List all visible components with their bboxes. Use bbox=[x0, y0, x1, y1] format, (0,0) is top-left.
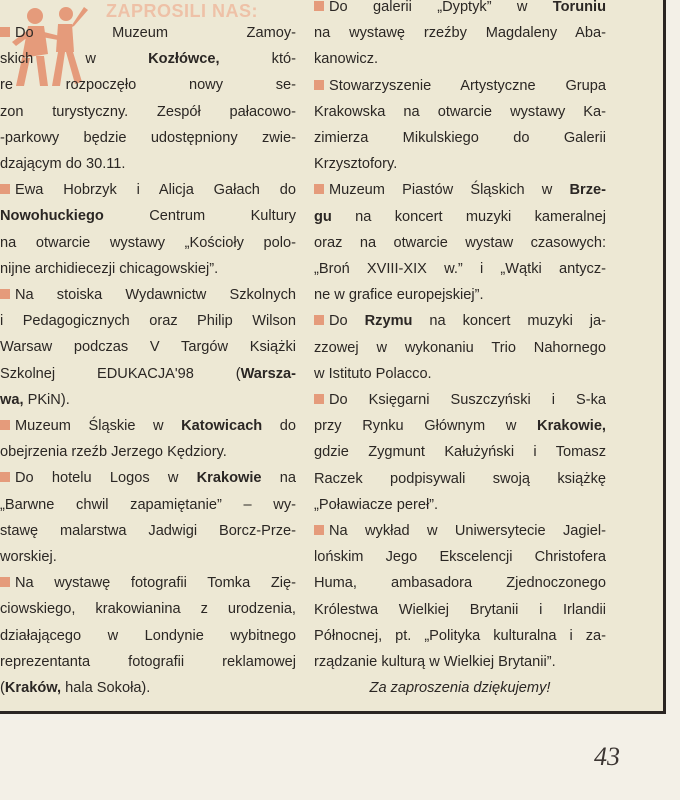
text-run: reprezentanta fotografii reklamowej bbox=[0, 653, 296, 670]
text-run: „Broń XVIII-XIX w.” i „Wątki antycz- bbox=[314, 261, 606, 278]
text-line bbox=[314, 518, 606, 544]
text-line bbox=[314, 0, 606, 20]
text-run: Raczek podpisywali swoją książkę bbox=[314, 470, 606, 487]
text-line bbox=[314, 413, 606, 439]
text-run: na koncert muzyki ja- bbox=[412, 313, 607, 330]
bold-text: Kozłówce, bbox=[148, 51, 220, 68]
bullet-square-icon bbox=[0, 420, 10, 430]
text-line bbox=[314, 282, 606, 308]
text-line bbox=[314, 125, 606, 151]
text-run: PKiN). bbox=[23, 391, 70, 408]
thanks-line bbox=[314, 675, 606, 701]
text-run: do bbox=[262, 418, 296, 435]
text-run: Muzeum Śląskie w bbox=[15, 418, 182, 435]
text-line bbox=[0, 99, 296, 125]
bold-text: Rzymu bbox=[364, 313, 413, 330]
text-run: Północnej, pt. „Polityka kulturalna i za- bbox=[314, 627, 606, 644]
text-line bbox=[314, 46, 606, 72]
text-line bbox=[0, 492, 296, 518]
heading-row bbox=[0, 0, 296, 20]
text-line bbox=[314, 649, 606, 675]
text-run: Do bbox=[329, 313, 365, 330]
text-line bbox=[0, 308, 296, 334]
text-run: Na wystawę fotografii Tomka Zię- bbox=[15, 575, 296, 592]
text-line bbox=[314, 177, 606, 203]
text-run: Na stoiska Wydawnictw Szkolnych bbox=[15, 287, 296, 304]
bold-text: gu bbox=[314, 208, 332, 225]
bullet-square-icon bbox=[314, 525, 324, 535]
right-column bbox=[314, 0, 606, 701]
text-line bbox=[0, 596, 296, 622]
text-run: hala Sokoła). bbox=[61, 680, 151, 697]
text-line bbox=[0, 72, 296, 98]
bullet-square-icon bbox=[314, 315, 324, 325]
text-line bbox=[0, 282, 296, 308]
text-line bbox=[314, 361, 606, 387]
bold-text: Brze- bbox=[569, 182, 606, 199]
text-run: zon turystyczny. Zespół pałacowo- bbox=[0, 103, 296, 120]
text-line bbox=[0, 177, 296, 203]
text-run: skich w bbox=[0, 51, 149, 68]
text-line bbox=[0, 570, 296, 596]
bold-text: wa, bbox=[0, 391, 24, 408]
text-line bbox=[0, 256, 296, 282]
text-run: Do Księgarni Suszczyński i S-ka bbox=[329, 392, 606, 409]
text-line bbox=[0, 125, 296, 151]
bullet-square-icon bbox=[0, 472, 10, 482]
text-run: i Pedagogicznych oraz Philip Wilson bbox=[0, 313, 296, 330]
text-run: Huma, ambasadora Zjednoczonego bbox=[314, 575, 606, 592]
text-line bbox=[0, 413, 296, 439]
text-line bbox=[0, 361, 296, 387]
text-line bbox=[314, 597, 606, 623]
text-run: gdzie Zygmunt Kałużyński i Tomasz bbox=[314, 444, 606, 461]
text-run: Centrum Kultury bbox=[103, 208, 296, 225]
text-line bbox=[0, 151, 296, 177]
page-number: 43 bbox=[594, 742, 620, 771]
text-line bbox=[0, 623, 296, 649]
text-run: Stowarzyszenie Artystyczne Grupa bbox=[329, 77, 606, 94]
bullet-square-icon bbox=[314, 394, 324, 404]
text-line bbox=[314, 151, 606, 177]
text-run: na koncert muzyki kameralnej bbox=[331, 208, 606, 225]
text-run: re rozpoczęło nowy se- bbox=[0, 77, 296, 94]
text-run: dzającym do 30.11. bbox=[0, 156, 126, 173]
text-line bbox=[0, 387, 296, 413]
text-run: lońskim Jego Ekscelencji Christofera bbox=[314, 549, 606, 566]
text-line bbox=[314, 439, 606, 465]
text-run: w Istituto Polacco. bbox=[314, 365, 432, 382]
text-line bbox=[0, 518, 296, 544]
text-line bbox=[314, 492, 606, 518]
text-line bbox=[314, 308, 606, 334]
text-line bbox=[314, 544, 606, 570]
text-run: stawę malarstwa Jadwigi Borcz-Prze- bbox=[0, 522, 296, 539]
text-line bbox=[314, 230, 606, 256]
text-run: przy Rynku Głównym w bbox=[314, 418, 538, 435]
text-run: któ- bbox=[219, 51, 296, 68]
bold-text: Katowicach bbox=[181, 418, 263, 435]
bold-text: Krakowie bbox=[196, 470, 262, 487]
text-line bbox=[314, 623, 606, 649]
bold-text: Warsza- bbox=[240, 365, 296, 382]
text-line bbox=[314, 73, 606, 99]
text-line bbox=[0, 439, 296, 465]
bold-text: Nowohuckiego bbox=[0, 208, 104, 225]
text-line bbox=[0, 46, 296, 72]
text-run: Muzeum Piastów Śląskich w bbox=[329, 182, 570, 199]
section-heading: ZAPROSILI NAS: bbox=[106, 1, 259, 21]
left-column bbox=[0, 0, 296, 701]
text-line bbox=[314, 256, 606, 282]
text-run: worskiej. bbox=[0, 549, 57, 566]
text-run: działającego w Londynie wybitnego bbox=[0, 627, 296, 644]
bold-text: Toruniu bbox=[552, 0, 606, 15]
text-run: Do Muzeum Zamoy- bbox=[15, 25, 296, 41]
text-line bbox=[0, 675, 296, 701]
text-run: Do hotelu Logos w bbox=[15, 470, 197, 487]
text-run: oraz na otwarcie wystaw czasowych: bbox=[314, 234, 606, 251]
text-line bbox=[0, 334, 296, 360]
bullet-square-icon bbox=[314, 1, 324, 11]
text-run: ciowskiego, krakowianina z urodzenia, bbox=[0, 601, 296, 618]
text-run: kanowicz. bbox=[314, 51, 379, 68]
text-run: ne w grafice europejskiej”. bbox=[314, 287, 484, 304]
text-line bbox=[314, 204, 606, 230]
text-run: Za zaproszenia dziękujemy! bbox=[369, 680, 551, 697]
text-run: zimierza Mikulskiego do Galerii bbox=[314, 130, 606, 147]
text-line bbox=[314, 570, 606, 596]
text-run: rządzanie kulturą w Wielkiej Brytanii”. bbox=[314, 654, 556, 671]
text-line bbox=[0, 230, 296, 256]
text-run: „Poławiacze pereł”. bbox=[314, 496, 439, 513]
text-run: Szkolnej EDUKACJA'98 ( bbox=[0, 365, 241, 382]
text-run: na bbox=[261, 470, 296, 487]
bullet-square-icon bbox=[0, 27, 10, 37]
bold-text: Kraków, bbox=[4, 680, 62, 697]
bullet-square-icon bbox=[0, 184, 10, 194]
text-run: Krakowska na otwarcie wystawy Ka- bbox=[314, 103, 606, 120]
text-run: Królestwa Wielkiej Brytanii i Irlandii bbox=[314, 601, 606, 618]
bullet-square-icon bbox=[0, 289, 10, 299]
text-line bbox=[314, 387, 606, 413]
bullet-square-icon bbox=[314, 184, 324, 194]
text-run: na otwarcie wystawy „Kościoły polo- bbox=[0, 234, 296, 251]
text-run: nijne archidiecezji chicagowskiej”. bbox=[0, 260, 219, 277]
text-run: zzowej w wykonaniu Trio Nahornego bbox=[314, 339, 606, 356]
text-line bbox=[314, 335, 606, 361]
text-line bbox=[314, 466, 606, 492]
text-run: Do galerii „Dyptyk” w bbox=[329, 0, 553, 15]
text-run: na wystawę rzeźby Magdaleny Aba- bbox=[314, 25, 606, 42]
text-line bbox=[0, 465, 296, 491]
bullet-square-icon bbox=[314, 80, 324, 90]
text-run: -parkowy będzie udostępniony zwie- bbox=[0, 129, 296, 146]
text-run: Na wykład w Uniwersytecie Jagiel- bbox=[329, 523, 606, 540]
text-line bbox=[314, 20, 606, 46]
text-line bbox=[0, 544, 296, 570]
bold-text: Krakowie, bbox=[537, 418, 606, 435]
text-run: „Barwne chwil zapamiętanie” – wy- bbox=[0, 496, 296, 513]
text-run: ( bbox=[0, 680, 5, 697]
text-run: Krzysztofory. bbox=[314, 156, 398, 173]
text-line bbox=[314, 99, 606, 125]
text-run: Warsaw podczas V Targów Książki bbox=[0, 339, 296, 356]
text-run: obejrzenia rzeźb Jerzego Kędziory. bbox=[0, 444, 227, 461]
text-line bbox=[0, 649, 296, 675]
text-line bbox=[0, 203, 296, 229]
text-run: Ewa Hobrzyk i Alicja Gałach do bbox=[15, 182, 296, 199]
bullet-square-icon bbox=[0, 577, 10, 587]
